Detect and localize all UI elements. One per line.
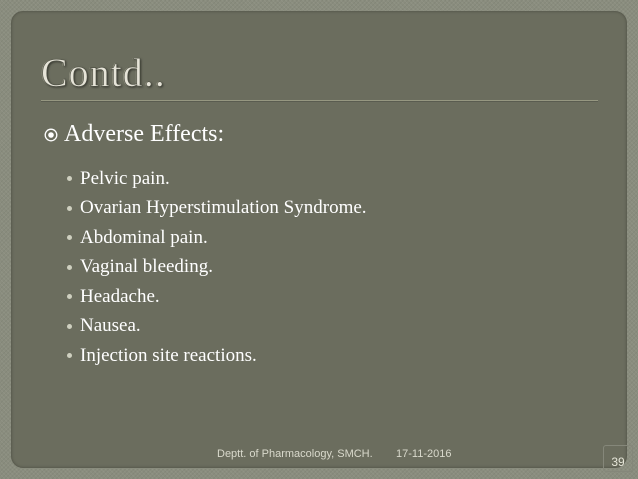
footer-date: 17-11-2016 bbox=[396, 448, 452, 460]
bullet-icon bbox=[67, 176, 72, 181]
page-number: 39 bbox=[611, 455, 625, 469]
list-item bbox=[67, 223, 367, 253]
list-item-text: Ovarian Hyperstimulation Syndrome. bbox=[80, 197, 367, 219]
section-heading-text: Adverse Effects: bbox=[64, 121, 225, 147]
list-item bbox=[67, 282, 367, 312]
list-item bbox=[67, 164, 367, 194]
list-item-text: Headache. bbox=[80, 285, 160, 307]
bullet-icon bbox=[67, 235, 72, 240]
list-item bbox=[67, 194, 367, 224]
bullet-icon bbox=[67, 206, 72, 211]
bullet-list bbox=[67, 164, 367, 371]
list-item-text: Nausea. bbox=[80, 315, 141, 337]
list-item-text: Abdominal pain. bbox=[80, 226, 208, 248]
bullet-icon bbox=[67, 324, 72, 329]
slide-title: Contd.. bbox=[41, 50, 166, 95]
section-heading bbox=[44, 119, 224, 149]
list-item-text: Pelvic pain. bbox=[80, 167, 170, 189]
bullet-icon bbox=[67, 294, 72, 299]
list-item bbox=[67, 312, 367, 342]
list-item bbox=[67, 341, 367, 371]
bullet-icon bbox=[67, 265, 72, 270]
list-item bbox=[67, 253, 367, 283]
bullet-icon bbox=[67, 353, 72, 358]
title-divider bbox=[41, 100, 598, 102]
circled-dot-icon bbox=[44, 128, 58, 142]
list-item-text: Vaginal bleeding. bbox=[80, 256, 213, 278]
footer-organization: Deptt. of Pharmacology, SMCH. bbox=[217, 448, 373, 460]
list-item-text: Injection site reactions. bbox=[80, 344, 257, 366]
